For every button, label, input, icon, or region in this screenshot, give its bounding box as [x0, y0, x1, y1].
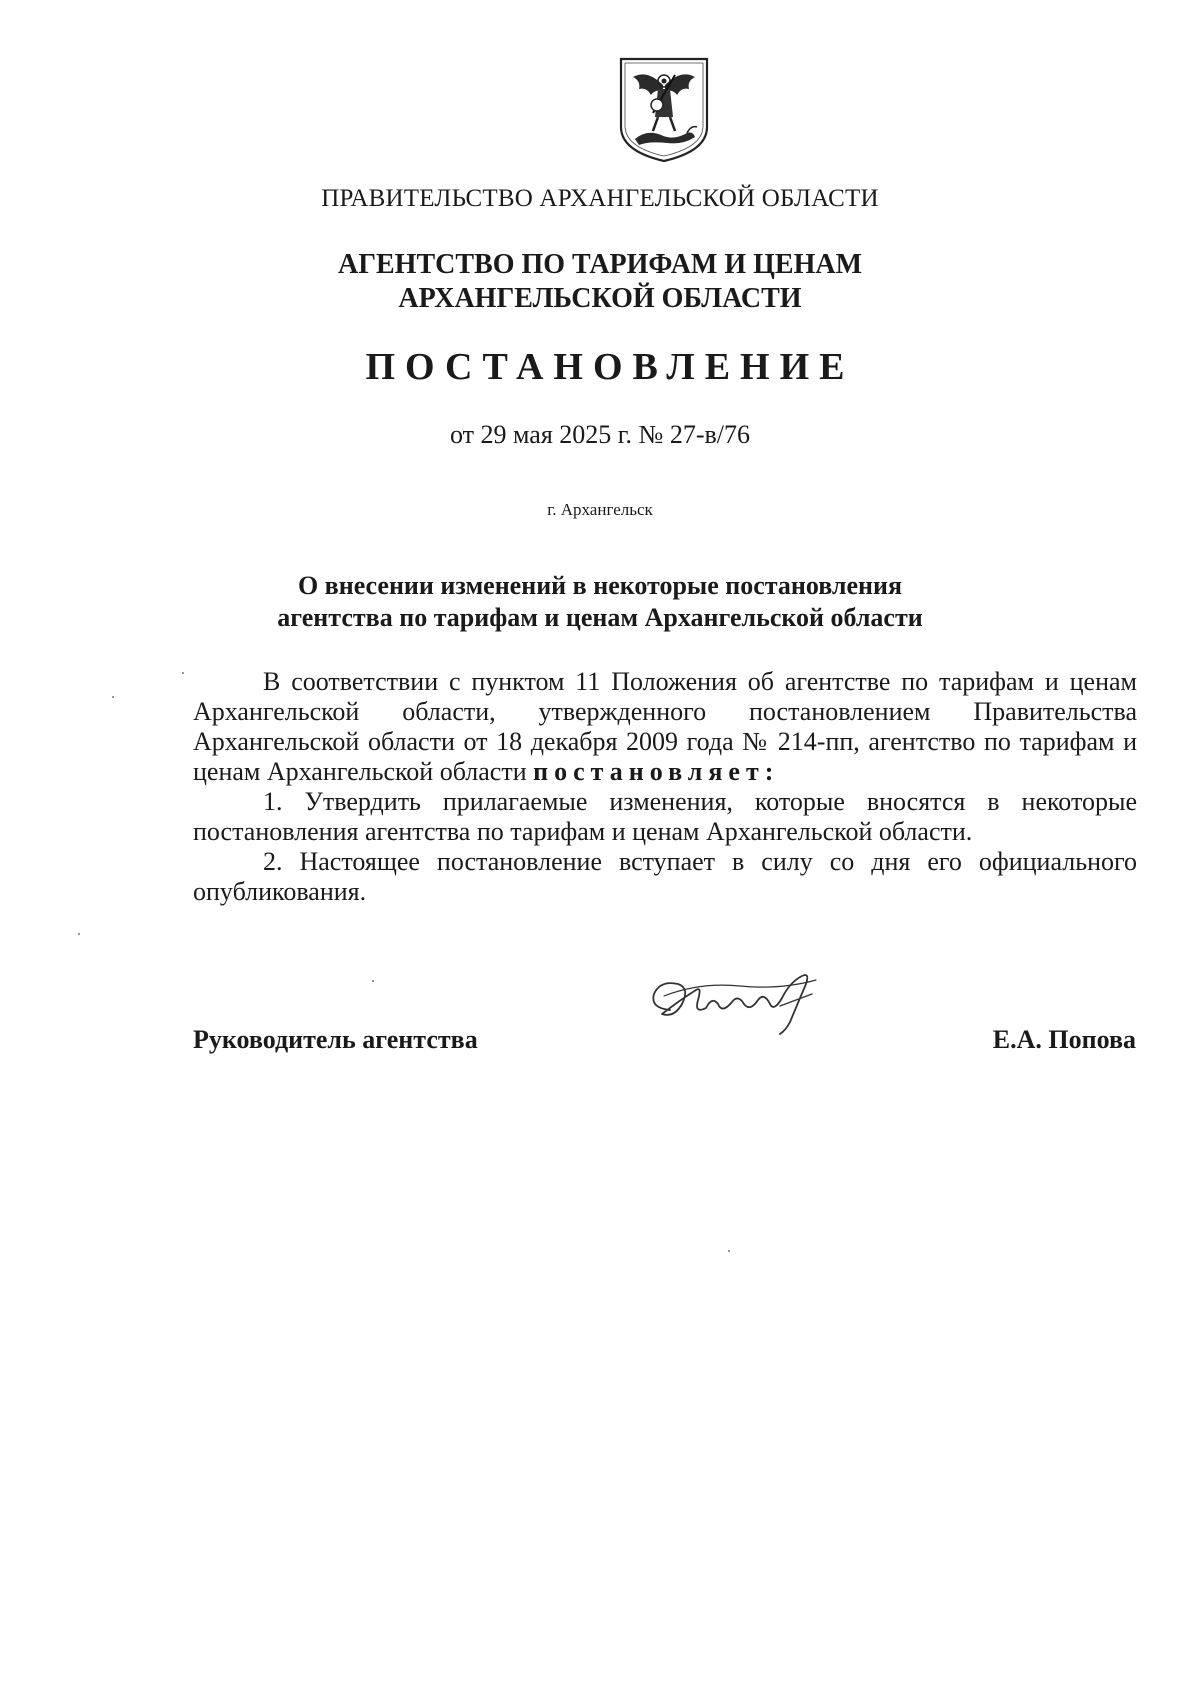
item-1: 1. Утвердить прилагаемые изменения, которые вносятся в некоторые постановления агентства по тарифам и ценам Архангельской области.	[193, 787, 1137, 846]
document-city: г. Архангельск	[547, 500, 653, 519]
document-body	[193, 667, 1137, 907]
signatory-name: Е.А. Попова	[992, 1025, 1136, 1054]
subject-line2: агентства по тарифам и ценам Архангельской области	[277, 603, 923, 632]
preamble-paragraph	[193, 667, 1137, 787]
government-title: ПРАВИТЕЛЬСТВО АРХАНГЕЛЬСКОЙ ОБЛАСТИ	[321, 185, 879, 212]
preamble-text: В соответствии с пунктом 11 Положения об агентстве по тарифам и ценам Архангельской области, утвержденного постановлением Правительства Архангельской области от 18 декабря 2009 года № 214-пп, агентство по тарифам и ценам Архангельской области	[193, 667, 1137, 786]
decides-keyword: постановляет:	[533, 757, 780, 786]
document-type: ПОСТАНОВЛЕНИЕ	[365, 346, 855, 388]
agency-title	[0, 248, 1200, 316]
signatory-title: Руководитель агентства	[193, 1025, 478, 1054]
scan-speck	[728, 1250, 730, 1252]
scan-speck	[112, 696, 114, 698]
handwritten-signature-icon	[640, 960, 840, 1040]
agency-title-line2: АРХАНГЕЛЬСКОЙ ОБЛАСТИ	[398, 283, 802, 314]
subject-line1: О внесении изменений в некоторые постановления	[297, 571, 903, 600]
scan-speck	[182, 672, 184, 674]
document-date-number: от 29 мая 2025 г. № 27-в/76	[450, 420, 750, 449]
coat-of-arms-icon	[617, 55, 711, 165]
document-subject	[0, 570, 1200, 634]
scan-speck	[78, 933, 80, 935]
scan-speck	[372, 980, 374, 982]
agency-title-line1: АГЕНТСТВО ПО ТАРИФАМ И ЦЕНАМ	[337, 249, 863, 280]
item-2: 2. Настоящее постановление вступает в силу со дня его официального опубликования.	[193, 847, 1137, 906]
